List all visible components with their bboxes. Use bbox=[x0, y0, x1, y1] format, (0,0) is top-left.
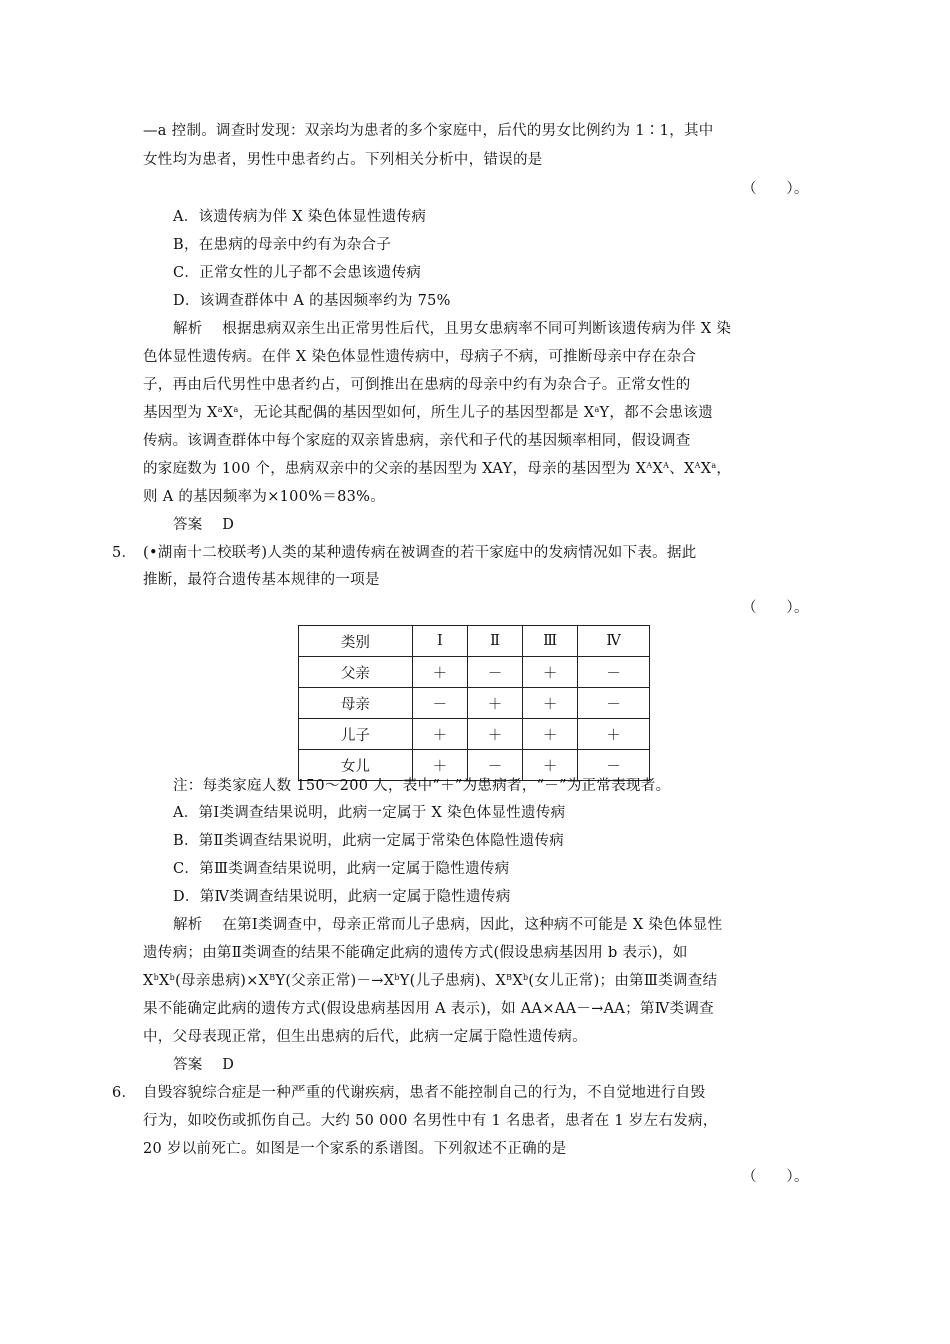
table-header-cell: Ⅰ bbox=[412, 626, 467, 657]
q5-answer: 答案 D bbox=[173, 1057, 235, 1073]
q5-stem-line-2: 推断，最符合遗传基本规律的一项是 bbox=[143, 572, 380, 588]
q5-answer-paren: （ ）。 bbox=[742, 600, 809, 616]
q4-analysis-line-6: 的家庭数为 100 个，患病双亲中的父亲的基因型为 XAY，母亲的基因型为 $X^AX^A$、$X^AX^a$， bbox=[143, 461, 732, 477]
q5-option-d: D．第Ⅳ类调查结果说明，此病一定属于隐性遗传病 bbox=[173, 889, 511, 905]
q4-stem-line-1: —a 控制。调查时发现：双亲均为患者的多个家庭中，后代的男女比例约为 1∶1，其中 bbox=[143, 123, 714, 139]
table-header-cell: Ⅳ bbox=[578, 626, 650, 657]
q4-analysis-line-1: 解析 根据患病双亲生出正常男性后代，且男女患病率不同可判断该遗传病为伴 X 染 bbox=[173, 321, 732, 337]
table-cell: － bbox=[578, 750, 650, 781]
table-header-cell: Ⅲ bbox=[523, 626, 578, 657]
table-row-label: 父亲 bbox=[299, 657, 413, 688]
table-row-label: 母亲 bbox=[299, 688, 413, 719]
q6-stem-line-1: 自毁容貌综合症是一种严重的代谢疾病，患者不能控制自己的行为，不自觉地进行自毁 bbox=[143, 1085, 706, 1101]
table-row bbox=[299, 688, 650, 719]
q5-analysis-line-2: 遗传病；由第Ⅱ类调查的结果不能确定此病的遗传方式(假设患病基因用 b 表示)，如 bbox=[143, 945, 688, 961]
table-cell: ＋ bbox=[467, 688, 522, 719]
q4-option-b: B，在患病的母亲中约有为杂合子 bbox=[173, 237, 392, 253]
table-row-label: 儿子 bbox=[299, 719, 413, 750]
table-cell: － bbox=[467, 750, 522, 781]
q5-option-a: A．第Ⅰ类调查结果说明，此病一定属于 X 染色体显性遗传病 bbox=[173, 805, 566, 821]
table-cell: ＋ bbox=[412, 750, 467, 781]
q5-option-b: B．第Ⅱ类调查结果说明，此病一定属于常染色体隐性遗传病 bbox=[173, 833, 565, 849]
table-header-cell: 类别 bbox=[299, 626, 413, 657]
table-cell: ＋ bbox=[412, 719, 467, 750]
table-cell: ＋ bbox=[523, 657, 578, 688]
q4-analysis-line-7: 则 A 的基因频率为×100%＝83%。 bbox=[143, 489, 386, 505]
table-cell: ＋ bbox=[523, 719, 578, 750]
q4-analysis-line-2: 色体显性遗传病。在伴 X 染色体显性遗传病中，母病子不病，可推断母亲中存在杂合 bbox=[143, 349, 697, 365]
table-cell: ＋ bbox=[578, 719, 650, 750]
q5-data-table bbox=[298, 625, 650, 781]
q5-analysis-line-4: 果不能确定此病的遗传方式(假设患病基因用 A 表示)，如 AA×AA－→AA；第Ⅳ类调查 bbox=[143, 1001, 714, 1017]
table-header-row bbox=[299, 626, 650, 657]
table-cell: － bbox=[467, 657, 522, 688]
table-cell: ＋ bbox=[523, 688, 578, 719]
q4-answer-paren: （ ）。 bbox=[742, 181, 809, 197]
q4-analysis-line-3: 子，再由后代男性中患者约占，可倒推出在患病的母亲中约有为杂合子。正常女性的 bbox=[143, 377, 691, 393]
table-cell: ＋ bbox=[467, 719, 522, 750]
q5-table-note: 注：每类家庭人数 150～200 人，表中“＋”为患病者，“－”为正常表现者。 bbox=[173, 778, 671, 794]
q5-number: 5． bbox=[112, 545, 137, 561]
q4-analysis-line-4: 基因型为 $X^aX^a$，无论其配偶的基因型如何，所生儿子的基因型都是 $X^aY$，都不会患该遗 bbox=[143, 405, 714, 421]
q6-stem-line-2: 行为，如咬伤或抓伤自己。大约 50 000 名男性中有 1 名患者，患者在 1 岁左右发病， bbox=[143, 1113, 718, 1129]
q4-option-c: C．正常女性的儿子都不会患该遗传病 bbox=[173, 265, 422, 281]
table-row bbox=[299, 719, 650, 750]
q4-answer: 答案 D bbox=[173, 517, 235, 533]
q5-analysis-line-5: 中，父母表现正常，但生出患病的后代，此病一定属于隐性遗传病。 bbox=[143, 1029, 587, 1045]
q6-answer-paren: （ ）。 bbox=[742, 1169, 809, 1185]
q5-analysis-line-3: $X^bX^b$(母亲患病)$\times X^BY$(父亲正常)$-\to X^bY$(儿子患病)、$X^BX^b$(女儿正常)；由第Ⅲ类调查结 bbox=[143, 973, 718, 989]
table-cell: － bbox=[578, 657, 650, 688]
q5-option-c: C．第Ⅲ类调查结果说明，此病一定属于隐性遗传病 bbox=[173, 861, 510, 877]
q6-stem-line-3: 20 岁以前死亡。如图是一个家系的系谱图。下列叙述不正确的是 bbox=[143, 1141, 567, 1157]
q4-analysis-line-5: 传病。该调查群体中每个家庭的双亲皆患病，亲代和子代的基因频率相同，假设调查 bbox=[143, 433, 691, 449]
table-row bbox=[299, 657, 650, 688]
q5-analysis-line-1: 解析 在第Ⅰ类调查中，母亲正常而儿子患病，因此，这种病不可能是 X 染色体显性 bbox=[173, 917, 723, 933]
q4-stem-line-2: 女性均为患者，男性中患者约占。下列相关分析中，错误的是 bbox=[143, 152, 543, 168]
table-cell: ＋ bbox=[412, 657, 467, 688]
table-cell: － bbox=[578, 688, 650, 719]
table-row-label: 女儿 bbox=[299, 750, 413, 781]
q6-number: 6． bbox=[112, 1085, 137, 1101]
table-cell: － bbox=[412, 688, 467, 719]
q4-option-a: A．该遗传病为伴 X 染色体显性遗传病 bbox=[173, 209, 427, 225]
table-cell: ＋ bbox=[523, 750, 578, 781]
q5-stem-line-1: (•湖南十二校联考)人类的某种遗传病在被调查的若干家庭中的发病情况如下表。据此 bbox=[143, 545, 697, 561]
table-header-cell: Ⅱ bbox=[467, 626, 522, 657]
q4-option-d: D．该调查群体中 A 的基因频率约为 75% bbox=[173, 293, 451, 309]
